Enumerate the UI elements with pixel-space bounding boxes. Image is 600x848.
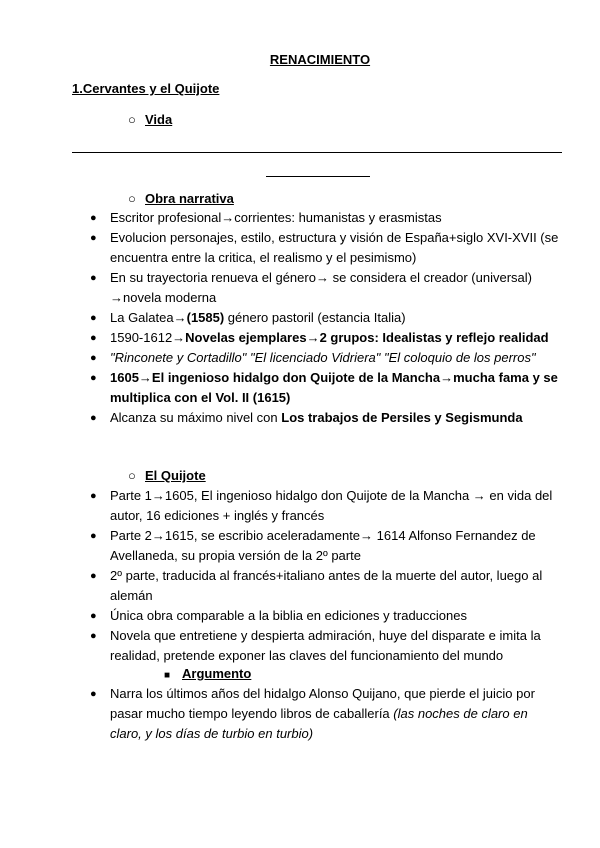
list-item-text: En su trayectoria renueva el género→ se considera el creador (universal) →novela moderna (110, 270, 532, 305)
list-item-text: género pastoril (estancia Italia) (224, 310, 406, 325)
subheading-el-quijote (128, 466, 206, 486)
list-item (0, 208, 600, 228)
subheading-label: Obra narrativa (145, 191, 234, 206)
list-item (0, 228, 600, 268)
bullet-dot-icon: ● (90, 630, 97, 642)
el-quijote-list (0, 486, 600, 666)
circle-bullet-icon: ○ (128, 468, 136, 483)
bullet-dot-icon: ● (90, 570, 97, 582)
list-item (0, 606, 600, 626)
bullet-dot-icon: ● (90, 372, 97, 384)
argumento-list (0, 684, 600, 744)
list-item (0, 684, 600, 744)
bullet-dot-icon: ● (90, 688, 97, 700)
list-item-text: 2º parte, traducida al francés+italiano antes de la muerte del autor, luego al alemán (110, 568, 543, 603)
bullet-dot-icon: ● (90, 312, 97, 324)
subheading-label: Vida (145, 112, 173, 127)
subheading-obra-narrativa (128, 189, 234, 209)
list-item-text: Parte 2→1615, se escribio aceleradamente→ 1614 Alfonso Fernandez de Avellaneda, su propia versión de la 2º parte (110, 528, 536, 563)
bullet-dot-icon: ● (90, 412, 97, 424)
list-item (0, 268, 600, 308)
list-item-text: 1590-1612→ (110, 330, 186, 345)
list-item-text: "Rinconete y Cortadillo" "El licenciado Vidriera" "El coloquio de los perros" (110, 350, 536, 365)
blank-line-short (266, 176, 370, 177)
bullet-dot-icon: ● (90, 490, 97, 502)
list-item (0, 408, 600, 428)
bullet-dot-icon: ● (90, 232, 97, 244)
page-title: RENACIMIENTO (269, 52, 371, 67)
list-item (0, 308, 600, 328)
list-item-text: La Galatea→ (110, 310, 187, 325)
list-item-text: Alcanza su máximo nivel con (110, 410, 282, 425)
bullet-dot-icon: ● (90, 610, 97, 622)
list-item-text: 1605→El ingenioso hidalgo don Quijote de la Mancha→mucha fama y se multiplica con el Vol. II (1615) (110, 370, 558, 405)
list-item-text: Evolucion personajes, estilo, estructura y visión de España+siglo XVI-XVII (se encuentra entre la critica, el realismo y el pesimismo) (110, 230, 559, 265)
list-item-text: Escritor profesional→corrientes: humanistas y erasmistas (110, 210, 442, 225)
bullet-dot-icon: ● (90, 332, 97, 344)
bullet-dot-icon: ● (90, 530, 97, 542)
list-item-text: Novela que entretiene y despierta admiración, huye del disparate e imita la realidad, pretende exponer las claves del funcionamiento del mundo (110, 628, 541, 663)
subheading-label: Argumento (182, 666, 252, 681)
list-item (0, 486, 600, 526)
subheading-vida (128, 110, 172, 130)
square-bullet-icon: ■ (164, 670, 171, 681)
blank-line-long (72, 152, 562, 153)
list-item (0, 328, 600, 348)
list-item (0, 566, 600, 606)
section-heading-cervantes: 1.Cervantes y el Quijote (72, 81, 220, 96)
subheading-argumento (164, 664, 251, 686)
list-item-text: Narra los últimos años del hidalgo Alonso Quijano, que pierde el juicio por pasar mucho tiempo leyendo libros de caballería (110, 686, 535, 721)
obra-narrativa-list (0, 208, 600, 428)
list-item-text: (las noches de claro en claro, y los días de turbio en turbio) (110, 706, 528, 741)
list-item-text: Parte 1→1605, El ingenioso hidalgo don Quijote de la Mancha → en vida del autor, 16 ediciones + inglés y francés (110, 488, 553, 523)
circle-bullet-icon: ○ (128, 112, 136, 127)
list-item-text: Novelas ejemplares→2 grupos: Idealistas y reflejo realidad (185, 330, 549, 345)
list-item (0, 348, 600, 368)
list-item (0, 368, 600, 408)
list-item (0, 626, 600, 666)
bullet-dot-icon: ● (90, 212, 97, 224)
subheading-label: El Quijote (145, 468, 206, 483)
list-item-text: (1585) (186, 310, 225, 325)
bullet-dot-icon: ● (90, 352, 97, 364)
list-item-text: Única obra comparable a la biblia en ediciones y traducciones (110, 608, 467, 623)
list-item-text: Los trabajos de Persiles y Segismunda (281, 410, 523, 425)
circle-bullet-icon: ○ (128, 191, 136, 206)
list-item (0, 526, 600, 566)
bullet-dot-icon: ● (90, 272, 97, 284)
